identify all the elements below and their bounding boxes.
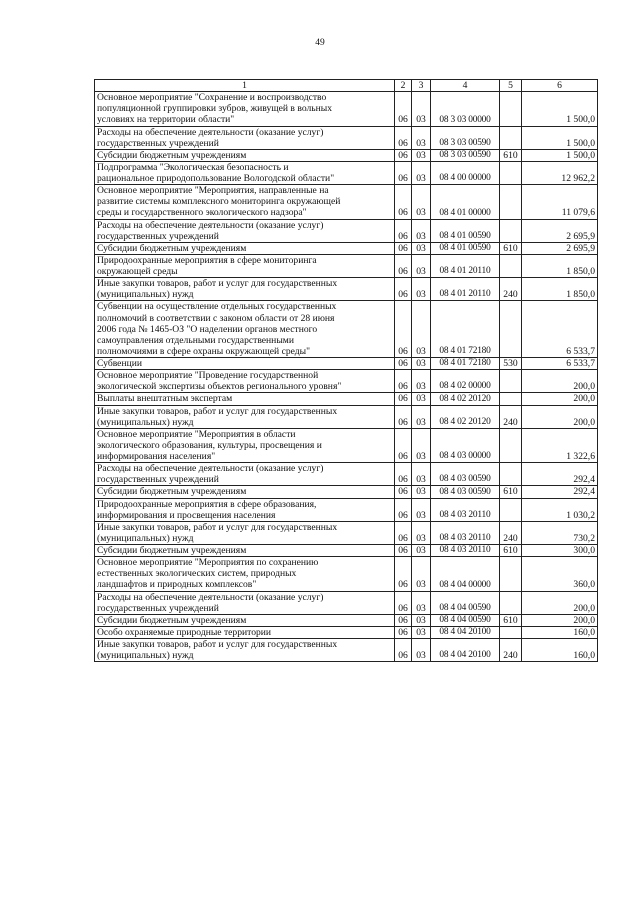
table-row bbox=[95, 521, 598, 544]
table-row bbox=[95, 358, 598, 370]
row-amount: 1 850,0 bbox=[522, 278, 598, 301]
row-expense-type bbox=[500, 254, 522, 277]
row-amount: 200,0 bbox=[522, 405, 598, 428]
row-expense-type bbox=[500, 126, 522, 149]
row-target-article: 08 4 03 00590 bbox=[431, 463, 500, 486]
table-row bbox=[95, 463, 598, 486]
row-subsection: 03 bbox=[412, 126, 431, 149]
row-section: 06 bbox=[395, 370, 412, 393]
row-expense-type: 530 bbox=[500, 358, 522, 370]
row-name-line: Субсидии бюджетным учреждениям bbox=[97, 614, 247, 626]
row-name-line: Основное мероприятие "Сохранение и воспроизводство bbox=[97, 92, 327, 104]
row-name-cell bbox=[95, 405, 395, 428]
row-section: 06 bbox=[395, 498, 412, 521]
row-amount: 1 500,0 bbox=[522, 149, 598, 161]
row-expense-type bbox=[500, 92, 522, 126]
row-subsection: 03 bbox=[412, 486, 431, 498]
table-row bbox=[95, 498, 598, 521]
row-section: 06 bbox=[395, 545, 412, 557]
table-row bbox=[95, 486, 598, 498]
table-row bbox=[95, 545, 598, 557]
row-name-line: Субсидии бюджетным учреждениям bbox=[97, 545, 247, 556]
row-name-line: Иные закупки товаров, работ и услуг для государственных bbox=[97, 639, 338, 650]
row-name-line: 2006 года № 1465-ОЗ "О наделении органов местного bbox=[97, 323, 318, 335]
row-name-cell bbox=[95, 626, 395, 638]
row-amount: 1 500,0 bbox=[522, 126, 598, 149]
row-expense-type bbox=[500, 498, 522, 521]
row-section: 06 bbox=[395, 149, 412, 161]
row-expense-type bbox=[500, 219, 522, 242]
budget-table bbox=[94, 79, 598, 662]
row-name-cell bbox=[95, 92, 395, 126]
row-expense-type bbox=[500, 557, 522, 591]
row-section: 06 bbox=[395, 278, 412, 301]
row-subsection: 03 bbox=[412, 614, 431, 626]
row-target-article: 08 4 04 20100 bbox=[431, 639, 500, 662]
row-expense-type: 610 bbox=[500, 614, 522, 626]
table-body bbox=[95, 92, 598, 662]
row-section: 06 bbox=[395, 393, 412, 405]
row-amount: 300,0 bbox=[522, 545, 598, 557]
row-name-cell bbox=[95, 486, 395, 498]
row-target-article: 08 4 02 00000 bbox=[431, 370, 500, 393]
row-subsection: 03 bbox=[412, 149, 431, 161]
row-target-article: 08 3 03 00590 bbox=[431, 126, 500, 149]
row-name-line: Субсидии бюджетным учреждениям bbox=[97, 149, 247, 161]
row-name-line: рациональное природопользование Вологодской области" bbox=[97, 173, 335, 184]
table-row bbox=[95, 639, 598, 662]
row-subsection: 03 bbox=[412, 557, 431, 591]
row-section: 06 bbox=[395, 126, 412, 149]
row-subsection: 03 bbox=[412, 545, 431, 557]
row-name-line: государственных учреждений bbox=[97, 474, 219, 486]
row-subsection: 03 bbox=[412, 639, 431, 662]
row-subsection: 03 bbox=[412, 498, 431, 521]
row-name-line: Подпрограмма "Экологическая безопасность и bbox=[97, 161, 289, 173]
row-section: 06 bbox=[395, 301, 412, 358]
table-row bbox=[95, 242, 598, 254]
row-amount: 200,0 bbox=[522, 614, 598, 626]
row-section: 06 bbox=[395, 521, 412, 544]
row-name-line: государственных учреждений bbox=[97, 137, 219, 149]
header-col-amount: 6 bbox=[522, 80, 598, 92]
row-name-cell bbox=[95, 242, 395, 254]
row-name-line: естественных экологических систем, природных bbox=[97, 568, 297, 580]
row-target-article: 08 4 01 00590 bbox=[431, 242, 500, 254]
row-name-cell bbox=[95, 185, 395, 219]
row-name-line: информирования и просвещения населения bbox=[97, 509, 276, 521]
row-target-article: 08 4 01 72180 bbox=[431, 358, 500, 370]
table-row bbox=[95, 370, 598, 393]
row-section: 06 bbox=[395, 639, 412, 662]
table-row bbox=[95, 161, 598, 184]
row-subsection: 03 bbox=[412, 161, 431, 184]
row-amount: 1 322,6 bbox=[522, 428, 598, 462]
row-expense-type bbox=[500, 591, 522, 614]
table-row bbox=[95, 278, 598, 301]
row-subsection: 03 bbox=[412, 358, 431, 370]
row-expense-type bbox=[500, 393, 522, 405]
row-name-line: полномочиями в сфере охраны окружающей среды" bbox=[97, 345, 311, 357]
row-amount: 1 500,0 bbox=[522, 92, 598, 126]
header-col-expense-type: 5 bbox=[500, 80, 522, 92]
row-name-cell bbox=[95, 126, 395, 149]
row-target-article: 08 4 03 20110 bbox=[431, 521, 500, 544]
row-section: 06 bbox=[395, 185, 412, 219]
row-amount: 12 962,2 bbox=[522, 161, 598, 184]
row-name-cell bbox=[95, 149, 395, 161]
table-row bbox=[95, 301, 598, 358]
table-header-row bbox=[95, 80, 598, 92]
row-expense-type bbox=[500, 626, 522, 638]
row-target-article: 08 4 04 00590 bbox=[431, 614, 500, 626]
row-expense-type bbox=[500, 370, 522, 393]
row-name-line: Выплаты внештатным экспертам bbox=[97, 393, 233, 405]
row-name-cell bbox=[95, 545, 395, 557]
row-name-line: Субвенции на осуществление отдельных государственных bbox=[97, 301, 337, 313]
row-target-article: 08 4 04 00000 bbox=[431, 557, 500, 591]
table-row bbox=[95, 92, 598, 126]
row-name-line: популяционной группировки зубров, живущей в вольных bbox=[97, 103, 333, 115]
row-subsection: 03 bbox=[412, 626, 431, 638]
header-col-section: 2 bbox=[395, 80, 412, 92]
table-row bbox=[95, 557, 598, 591]
row-name-line: Основное мероприятие "Мероприятия по сохранению bbox=[97, 557, 319, 569]
table-row bbox=[95, 126, 598, 149]
row-subsection: 03 bbox=[412, 405, 431, 428]
row-target-article: 08 4 03 20110 bbox=[431, 498, 500, 521]
row-section: 06 bbox=[395, 557, 412, 591]
row-expense-type: 610 bbox=[500, 545, 522, 557]
row-expense-type: 240 bbox=[500, 639, 522, 662]
row-expense-type bbox=[500, 463, 522, 486]
row-name-cell bbox=[95, 498, 395, 521]
row-target-article: 08 4 04 20100 bbox=[431, 626, 500, 638]
row-name-cell bbox=[95, 393, 395, 405]
row-name-line: самоуправления отдельными государственными bbox=[97, 334, 294, 346]
row-amount: 2 695,9 bbox=[522, 242, 598, 254]
row-amount: 11 079,6 bbox=[522, 185, 598, 219]
row-section: 06 bbox=[395, 242, 412, 254]
row-subsection: 03 bbox=[412, 92, 431, 126]
row-name-cell bbox=[95, 358, 395, 370]
row-target-article: 08 4 03 00590 bbox=[431, 486, 500, 498]
row-expense-type: 610 bbox=[500, 242, 522, 254]
row-name-cell bbox=[95, 278, 395, 301]
row-name-line: Субсидии бюджетным учреждениям bbox=[97, 242, 247, 254]
row-target-article: 08 4 01 00000 bbox=[431, 185, 500, 219]
row-name-line: (муниципальных) нужд bbox=[97, 650, 194, 662]
row-name-cell bbox=[95, 254, 395, 277]
row-amount: 6 533,7 bbox=[522, 301, 598, 358]
row-expense-type: 240 bbox=[500, 405, 522, 428]
row-target-article: 08 3 03 00000 bbox=[431, 92, 500, 126]
row-name-line: Субвенции bbox=[97, 358, 142, 369]
row-name-line: Субсидии бюджетным учреждениям bbox=[97, 486, 247, 498]
row-name-cell bbox=[95, 639, 395, 662]
row-target-article: 08 4 01 00590 bbox=[431, 219, 500, 242]
row-name-line: (муниципальных) нужд bbox=[97, 289, 194, 301]
row-subsection: 03 bbox=[412, 428, 431, 462]
row-target-article: 08 4 00 00000 bbox=[431, 161, 500, 184]
row-name-cell bbox=[95, 614, 395, 626]
row-amount: 1 030,2 bbox=[522, 498, 598, 521]
row-section: 06 bbox=[395, 405, 412, 428]
row-subsection: 03 bbox=[412, 185, 431, 219]
row-amount: 200,0 bbox=[522, 591, 598, 614]
row-subsection: 03 bbox=[412, 393, 431, 405]
row-expense-type: 610 bbox=[500, 486, 522, 498]
page-number: 49 bbox=[315, 38, 325, 48]
row-section: 06 bbox=[395, 591, 412, 614]
row-subsection: 03 bbox=[412, 370, 431, 393]
row-name-line: (муниципальных) нужд bbox=[97, 532, 194, 544]
table-row bbox=[95, 428, 598, 462]
row-name-cell bbox=[95, 557, 395, 591]
row-amount: 730,2 bbox=[522, 521, 598, 544]
row-subsection: 03 bbox=[412, 591, 431, 614]
row-name-line: государственных учреждений bbox=[97, 602, 219, 614]
row-name-cell bbox=[95, 463, 395, 486]
row-target-article: 08 4 04 00590 bbox=[431, 591, 500, 614]
row-name-cell bbox=[95, 219, 395, 242]
row-amount: 292,4 bbox=[522, 486, 598, 498]
row-amount: 160,0 bbox=[522, 639, 598, 662]
row-expense-type bbox=[500, 428, 522, 462]
row-section: 06 bbox=[395, 614, 412, 626]
table-row bbox=[95, 393, 598, 405]
table-row bbox=[95, 254, 598, 277]
row-name-cell bbox=[95, 370, 395, 393]
row-name-line: среды и государственного экологического надзора" bbox=[97, 207, 307, 219]
row-section: 06 bbox=[395, 254, 412, 277]
table-row bbox=[95, 185, 598, 219]
row-section: 06 bbox=[395, 219, 412, 242]
row-target-article: 08 3 03 00590 bbox=[431, 149, 500, 161]
row-name-line: Иные закупки товаров, работ и услуг для государственных bbox=[97, 278, 338, 290]
row-section: 06 bbox=[395, 358, 412, 370]
table-row bbox=[95, 219, 598, 242]
row-target-article: 08 4 02 20120 bbox=[431, 393, 500, 405]
row-name-line: экологической экспертизы объектов регионального уровня" bbox=[97, 381, 342, 393]
row-amount: 2 695,9 bbox=[522, 219, 598, 242]
row-amount: 292,4 bbox=[522, 463, 598, 486]
row-name-line: условиях на территории области" bbox=[97, 114, 235, 126]
row-name-line: Иные закупки товаров, работ и услуг для государственных bbox=[97, 405, 338, 417]
row-amount: 1 850,0 bbox=[522, 254, 598, 277]
row-expense-type bbox=[500, 301, 522, 358]
row-name-line: экологического образования, культуры, просвещения и bbox=[97, 439, 322, 451]
row-subsection: 03 bbox=[412, 521, 431, 544]
table-row bbox=[95, 614, 598, 626]
row-name-cell bbox=[95, 521, 395, 544]
row-name-line: Природоохранные мероприятия в сфере мониторинга bbox=[97, 254, 317, 266]
row-section: 06 bbox=[395, 428, 412, 462]
row-name-line: государственных учреждений bbox=[97, 230, 219, 242]
row-name-line: окружающей среды bbox=[97, 266, 178, 277]
row-name-cell bbox=[95, 591, 395, 614]
row-amount: 6 533,7 bbox=[522, 358, 598, 370]
row-name-line: Основное мероприятие "Проведение государственной bbox=[97, 370, 319, 382]
row-expense-type: 240 bbox=[500, 521, 522, 544]
row-name-cell bbox=[95, 161, 395, 184]
row-target-article: 08 4 02 20120 bbox=[431, 405, 500, 428]
row-name-line: ландшафтов и природных комплексов" bbox=[97, 579, 257, 591]
row-subsection: 03 bbox=[412, 242, 431, 254]
row-name-line: Расходы на обеспечение деятельности (оказание услуг) bbox=[97, 219, 324, 231]
row-amount: 200,0 bbox=[522, 393, 598, 405]
row-section: 06 bbox=[395, 161, 412, 184]
row-subsection: 03 bbox=[412, 254, 431, 277]
row-name-line: информирования населения" bbox=[97, 451, 216, 462]
table-row bbox=[95, 591, 598, 614]
row-name-line: Расходы на обеспечение деятельности (оказание услуг) bbox=[97, 591, 324, 603]
row-name-line: Расходы на обеспечение деятельности (оказание услуг) bbox=[97, 126, 324, 138]
row-name-cell bbox=[95, 301, 395, 358]
table-row bbox=[95, 626, 598, 638]
row-target-article: 08 4 03 00000 bbox=[431, 428, 500, 462]
row-name-cell bbox=[95, 428, 395, 462]
row-section: 06 bbox=[395, 486, 412, 498]
row-target-article: 08 4 01 20110 bbox=[431, 278, 500, 301]
row-target-article: 08 4 01 72180 bbox=[431, 301, 500, 358]
row-name-line: Основное мероприятие "Мероприятия в области bbox=[97, 428, 296, 440]
row-name-line: Иные закупки товаров, работ и услуг для государственных bbox=[97, 521, 338, 533]
row-subsection: 03 bbox=[412, 219, 431, 242]
row-expense-type bbox=[500, 161, 522, 184]
row-name-line: полномочий в соответствии с законом области от 28 июня bbox=[97, 312, 335, 324]
table-row bbox=[95, 405, 598, 428]
row-amount: 160,0 bbox=[522, 626, 598, 638]
row-subsection: 03 bbox=[412, 278, 431, 301]
row-subsection: 03 bbox=[412, 463, 431, 486]
header-col-subsection: 3 bbox=[412, 80, 431, 92]
row-expense-type: 240 bbox=[500, 278, 522, 301]
row-expense-type: 610 bbox=[500, 149, 522, 161]
row-name-line: Природоохранные мероприятия в сфере образования, bbox=[97, 498, 317, 510]
header-col-target-article: 4 bbox=[431, 80, 500, 92]
row-amount: 200,0 bbox=[522, 370, 598, 393]
row-name-line: (муниципальных) нужд bbox=[97, 416, 194, 428]
row-name-line: Расходы на обеспечение деятельности (оказание услуг) bbox=[97, 463, 324, 475]
row-section: 06 bbox=[395, 463, 412, 486]
row-name-line: развитие системы комплексного мониторинга окружающей bbox=[97, 196, 341, 208]
row-section: 06 bbox=[395, 626, 412, 638]
row-name-line: Основное мероприятие "Мероприятия, направленные на bbox=[97, 185, 329, 197]
row-target-article: 08 4 03 20110 bbox=[431, 545, 500, 557]
row-expense-type bbox=[500, 185, 522, 219]
row-amount: 360,0 bbox=[522, 557, 598, 591]
row-subsection: 03 bbox=[412, 301, 431, 358]
row-target-article: 08 4 01 20110 bbox=[431, 254, 500, 277]
row-name-line: Особо охраняемые природные территории bbox=[97, 626, 272, 638]
table-row bbox=[95, 149, 598, 161]
header-col-name: 1 bbox=[95, 80, 395, 92]
row-section: 06 bbox=[395, 92, 412, 126]
